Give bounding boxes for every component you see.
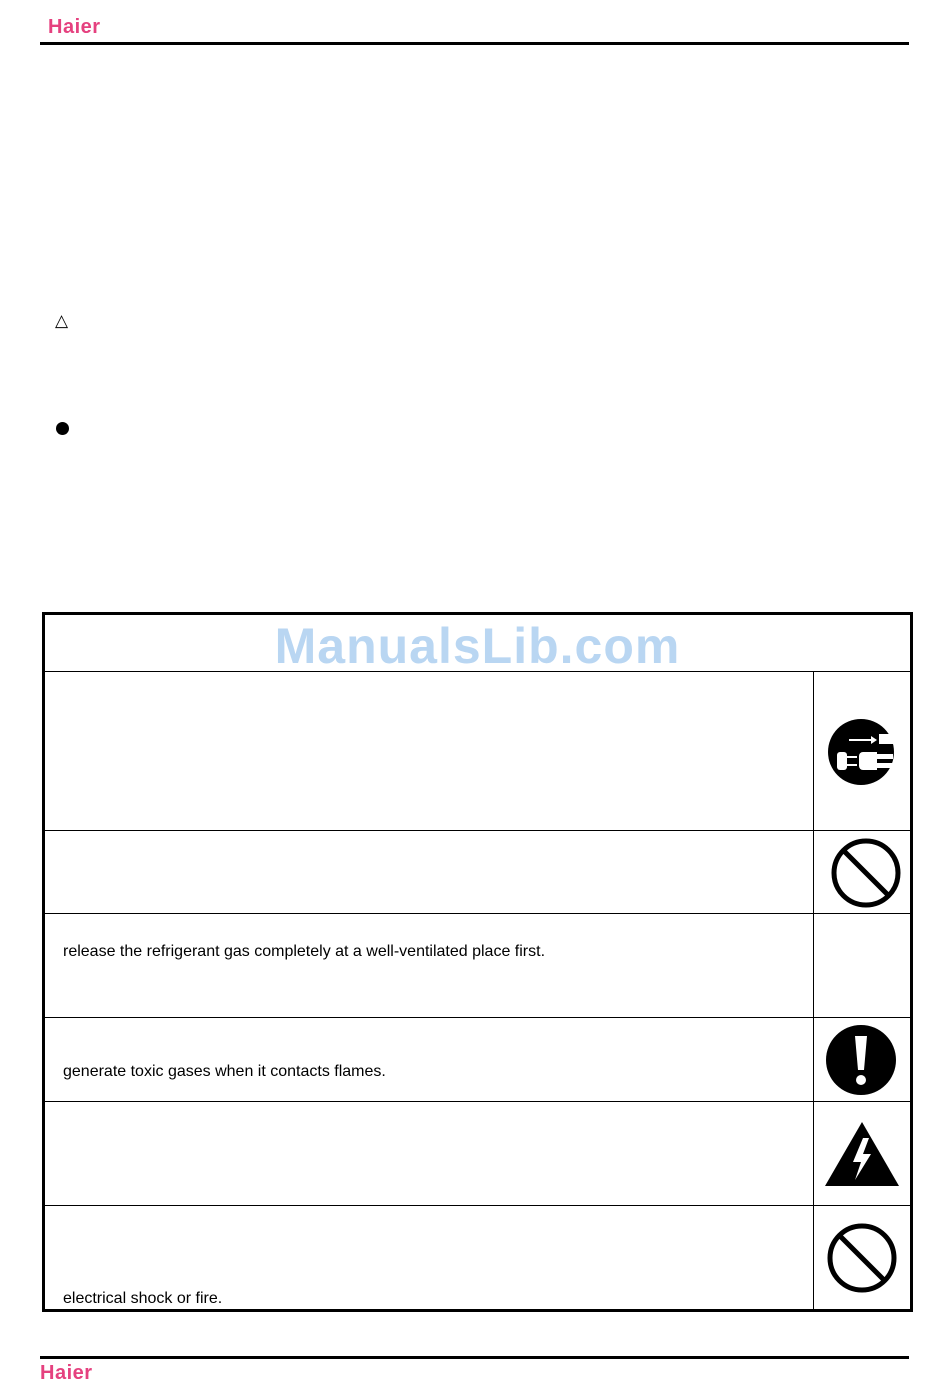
row-text: generate toxic gases when it contacts flames. <box>63 1063 386 1080</box>
row-text: release the refrigerant gas completely at a well-ventilated place first. <box>63 943 546 960</box>
table-row <box>45 830 910 914</box>
footer-brand-logo: Haier <box>40 1362 93 1384</box>
bullet-dot-icon <box>56 422 69 435</box>
header-rule <box>40 42 909 45</box>
caution-triangle-icon: △ <box>55 311 69 330</box>
prohibition-icon <box>826 1222 898 1299</box>
unplug-icon <box>827 716 895 793</box>
table-header-row <box>45 615 910 674</box>
table-row <box>45 913 910 1017</box>
table-row <box>45 1205 910 1309</box>
row-text: electrical shock or fire. <box>63 1290 223 1307</box>
exclamation-icon <box>825 1024 897 1101</box>
table-row <box>45 671 910 830</box>
electric-shock-icon <box>823 1120 901 1193</box>
footer-rule <box>40 1356 909 1359</box>
header-brand-logo: Haier <box>48 16 101 38</box>
safety-table <box>42 612 913 1312</box>
table-row <box>45 1017 910 1102</box>
prohibition-icon <box>830 837 902 914</box>
table-row <box>45 1101 910 1205</box>
watermark: ManualsLib.com <box>274 618 681 674</box>
